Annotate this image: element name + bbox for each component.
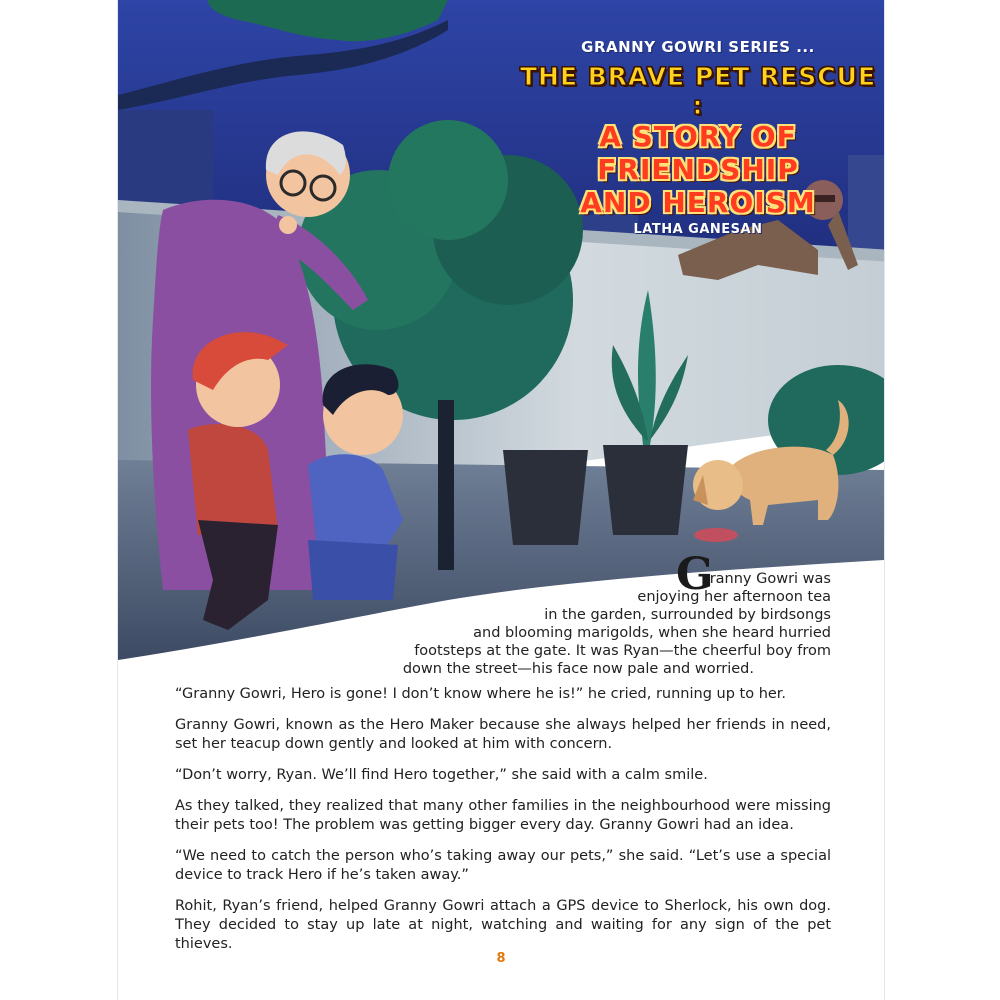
book-title-line-1: THE BRAVE PET RESCUE : <box>519 62 877 120</box>
intro-line-1: ranny Gowri was <box>709 571 831 587</box>
page-number: 8 <box>496 951 506 966</box>
intro-line-4: and blooming marigolds, when she heard hurried <box>473 625 831 641</box>
intro-line-6: down the street—his face now pale and worried. <box>402 661 754 677</box>
flower-pot <box>503 450 588 545</box>
book-title-line-2: A STORY OF FRIENDSHIP <box>597 120 799 186</box>
bush-trunk <box>438 400 454 570</box>
story-paragraph: Rohit, Ryan’s friend, helped Granny Gowri attach a GPS device to Sherlock, his own dog. They decided to stay up late at night, watching and waiting for any sign of the pet thieves. <box>175 898 831 952</box>
bush <box>388 120 508 240</box>
story-paragraph: “Don’t worry, Ryan. We’ll find Hero together,” she said with a calm smile. <box>175 767 708 783</box>
intro-line-2: enjoying her afternoon tea <box>637 589 831 605</box>
story-paragraph: “Granny Gowri, Hero is gone! I don’t know where he is!” he cried, running up to her. <box>175 686 787 702</box>
book-title-line-3: AND HEROISM <box>580 186 816 219</box>
story-paragraph: Granny Gowri, known as the Hero Maker because she always helped her friends in need, set her teacup down gently and looked at him with concern. <box>175 717 831 752</box>
flower-pot <box>603 445 688 535</box>
intro-line-3: in the garden, surrounded by birdsongs <box>544 607 831 623</box>
title-block <box>518 38 878 237</box>
intro-line-5: footsteps at the gate. It was Ryan—the cheerful boy from <box>414 643 831 659</box>
author-name: LATHA GANESAN <box>633 222 763 237</box>
story-paragraph: As they talked, they realized that many other families in the neighbourhood were missing their pets too! The problem was getting bigger every day. Granny Gowri had an idea. <box>175 798 831 833</box>
drop-cap: G <box>676 549 714 600</box>
story-paragraph: “We need to catch the person who’s taking away our pets,” she said. “Let’s use a special device to track Hero if he’s taken away.” <box>175 848 831 883</box>
series-title: GRANNY GOWRI SERIES ... <box>581 38 815 56</box>
story-text <box>175 685 831 966</box>
book-page <box>117 0 885 1000</box>
